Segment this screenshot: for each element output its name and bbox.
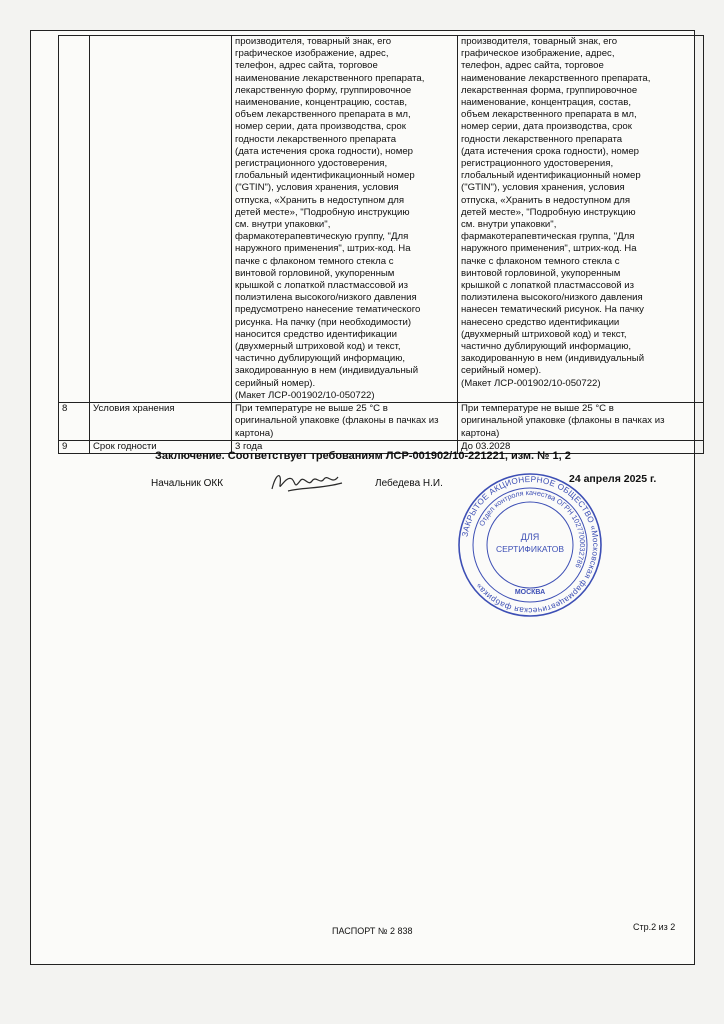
indicator-name-cell [90,36,232,403]
table-row [59,36,704,403]
row-number-cell [59,36,90,403]
signoff-date: 24 апреля 2025 г. [569,473,657,485]
result-text: производителя, товарный знак, его графическое изображение, адрес, телефон, адрес сайта, торговое наименование лекарственного препарата, лекарственная форма, группировочное наименование, концентрация, состав, объем лекарственного препарата в мл, номер серии, дата производства, срок годности лекарственного препарата (дата истечения срока годности), номер регистрационного удостоверения, глобальный идентификационный номер ("GTIN"), условия хранения, условия отпуска, «Хранить в недоступном для детей месте», "Подробную инструкцию см. внутри упаковки", фармакотерапевтическая группа, "Для наружного применения", штрих-код. На пачке с флаконом темного стекла с винтовой горловиной, укупоренным крышкой с лопаткой пластмассовой из полиэтилена высокого/низкого давления нанесен тематический рисунок. На пачку нанесено средство идентификации (двухмерный штриховой код) и текст, частично дублирующий информацию, закодированную в нем (индивидуальный серийный номер). (Макет ЛСР-001902/10-050722) [461,36,651,389]
row-number-cell: 9 [59,440,90,453]
indicator-name-cell: Срок годности [90,440,232,453]
table-row [59,403,704,441]
specification-cell [232,36,458,403]
result-cell: До 03.2028 [458,440,704,453]
handwritten-signature [268,467,348,497]
stamp-inner-text: Отдел контроля качества ОГРН 1027700032786 [477,487,588,570]
stamp-center-line1: ДЛЯ [520,532,540,542]
stamp-outer-text: ЗАКРЫТОЕ АКЦИОНЕРНОЕ ОБЩЕСТВО «Московская фармацевтическая фабрика» [460,474,601,616]
specification-cell [232,403,458,441]
passport-number: ПАСПОРТ № 2 838 [332,926,413,936]
certificate-stamp [455,470,605,620]
passport-table [58,35,704,454]
stamp-city: МОСКВА [514,589,546,596]
specification-cell: 3 года [232,440,458,453]
signer-name: Лебедева Н.И. [375,478,443,489]
specification-text: производителя, товарный знак, его графическое изображение, адрес, телефон, адрес сайта, торговое наименование лекарственного препарата, лекарственную форму, группировочное наименование, концентрацию, состав, объем лекарственного препарата в мл, номер серии, дата производства, срок годности лекарственного препарата (дата истечения срока годности), номер регистрационного удостоверения, глобальный идентификационный номер ("GTIN"), условия хранения, условия отпуска, «Хранить в недоступном для детей месте», "Подробную инструкцию см. внутри упаковки", фармакотерапевтическую группу, "Для наружного применения", штрих-код. На пачке с флаконом темного стекла с винтовой горловиной, укупоренным крышкой с лопаткой пластмассовой из полиэтилена высокого/низкого давления предусмотрено нанесение тематического рисунка. На пачку (при необходимости) наносится средство идентификации (двухмерный штриховой код) и текст, частично дублирующий информацию, закодированную в нем (индивидуальный серийный номер). (Макет ЛСР-001902/10-050722) [235,36,425,401]
svg-text:Отдел контроля качества ОГРН 1 [477,488,587,569]
stamp-center-line2: СЕРТИФИКАТОВ [495,544,565,554]
result-cell [458,403,704,441]
indicator-name-cell: Условия хранения [90,403,232,441]
specification-text: При температуре не выше 25 °С в оригинальной упаковке (флаконы в пачках из картона) [235,403,439,439]
page-number: Стр.2 из 2 [633,922,676,932]
result-cell [458,36,704,403]
row-number-cell: 8 [59,403,90,441]
result-text: При температуре не выше 25 °С в оригинальной упаковке (флаконы в пачках из картона) [461,403,665,439]
signer-role: Начальник ОКК [151,478,224,489]
conclusion-text: Заключение. Соответствует требованиям ЛСР-001902/10-221221, изм. № 1, 2 [155,450,571,462]
